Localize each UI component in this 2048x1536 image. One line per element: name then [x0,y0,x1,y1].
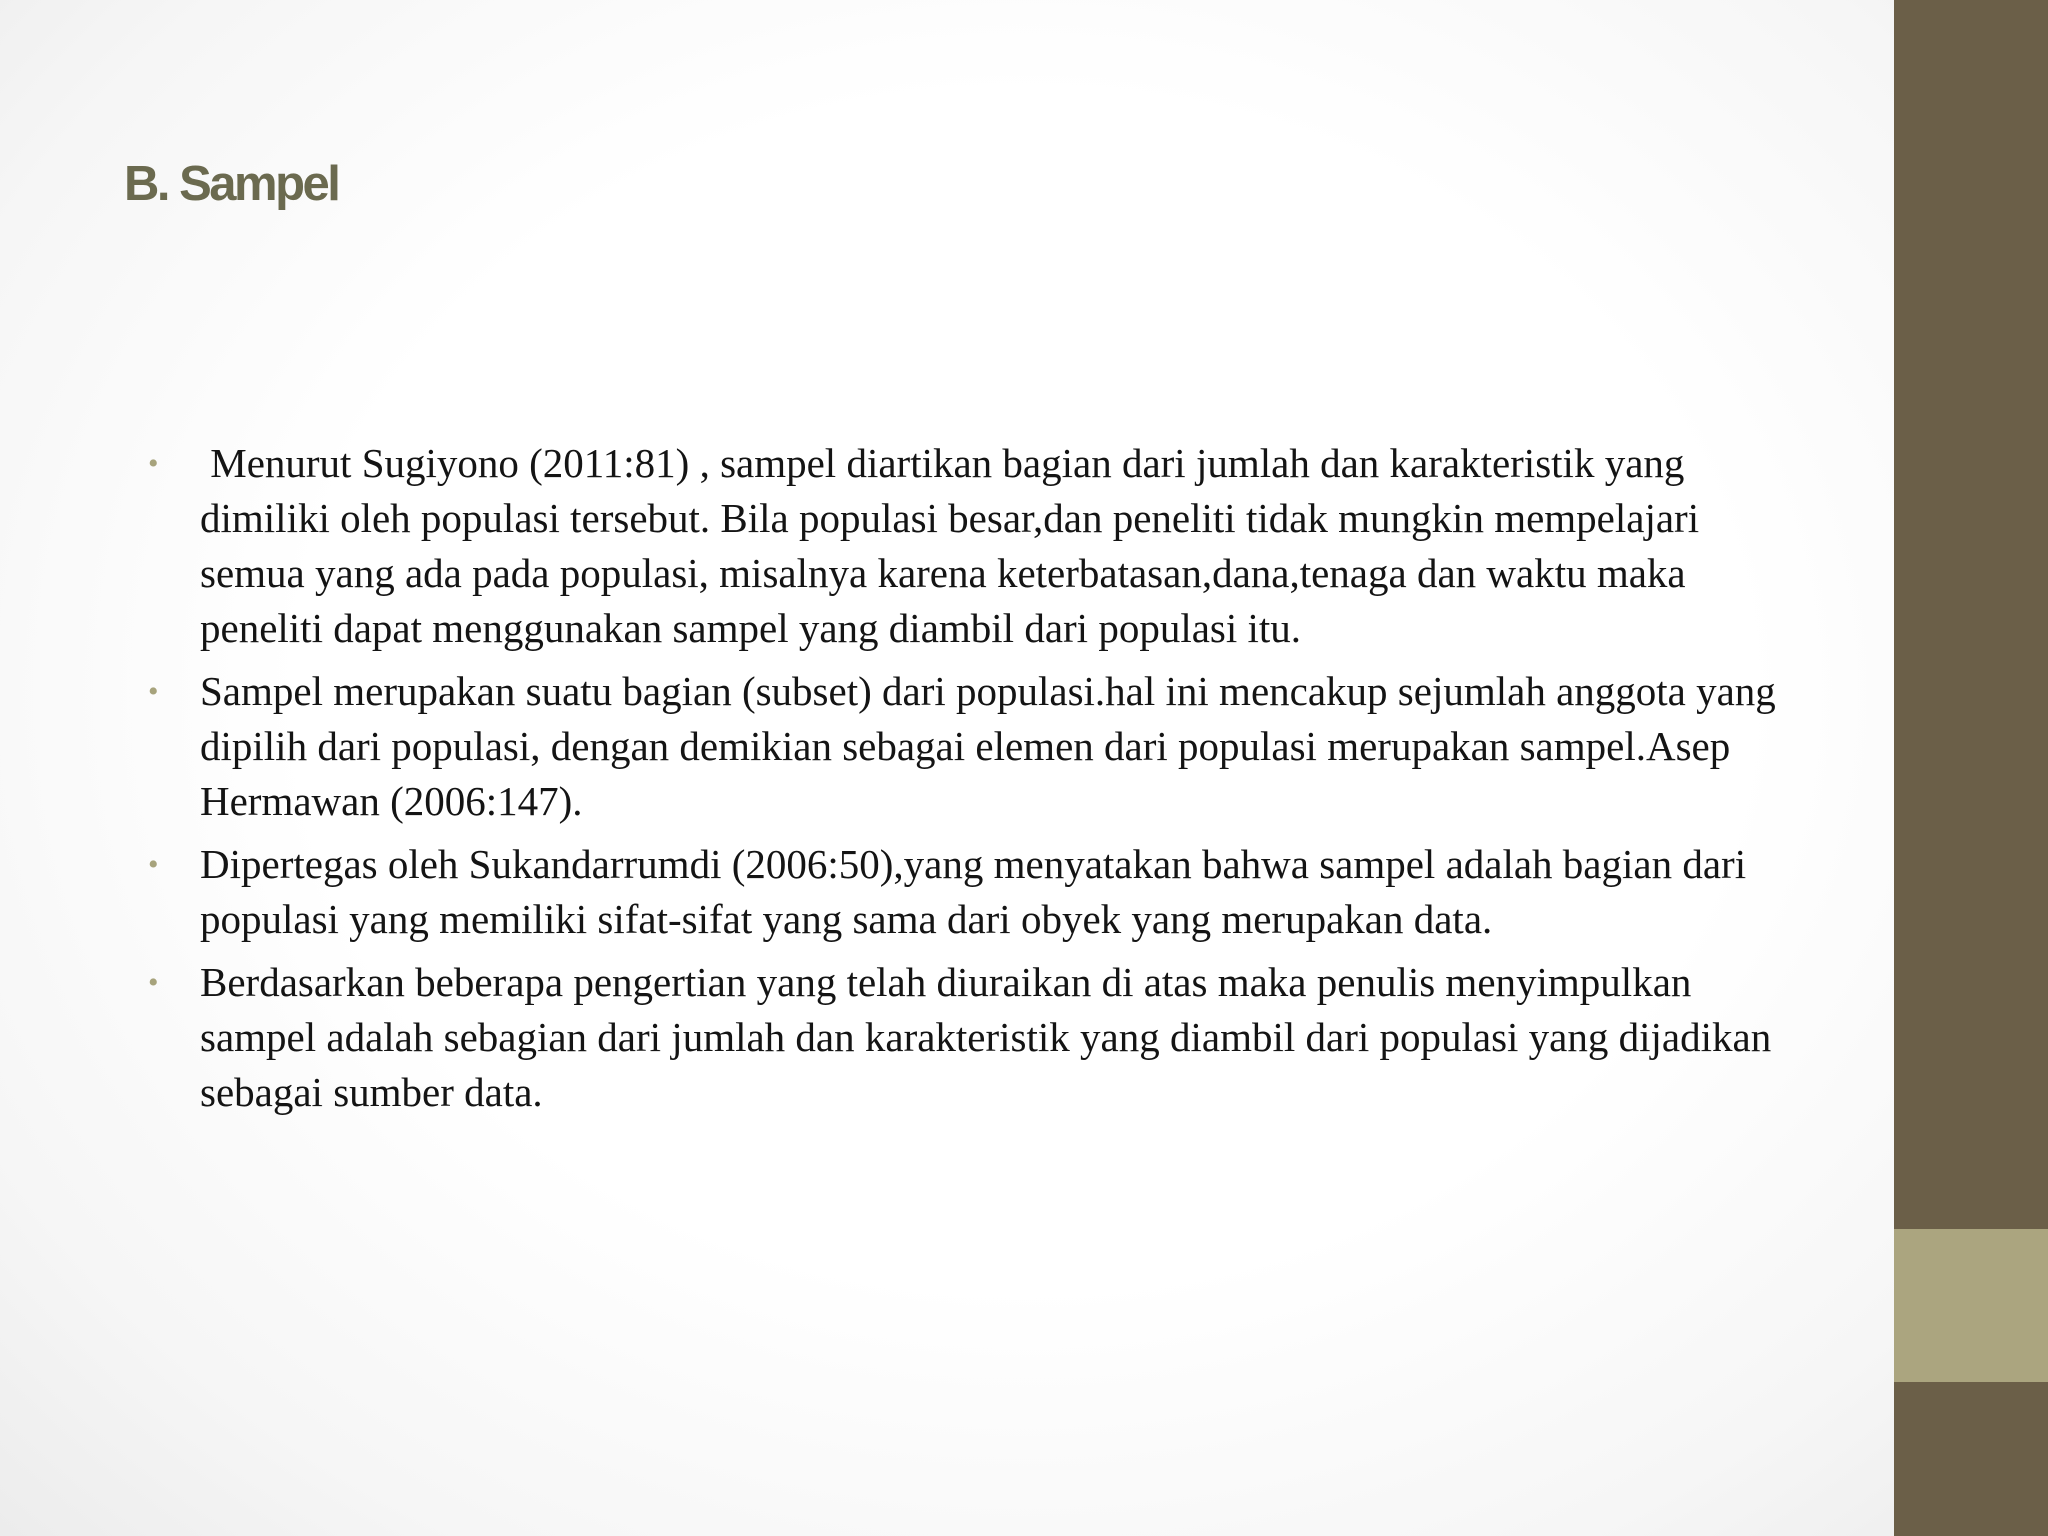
bullet-item [148,955,1798,1120]
decorative-side-accent [1894,1229,2048,1382]
bullet-item [148,837,1798,947]
bullet-text: Sampel merupakan suatu bagian (subset) dari populasi.hal ini mencakup sejumlah anggota yang dipilih dari populasi, dengan demikian sebagai elemen dari populasi merupakan sampel.Asep Hermawan (2006:147). [200,668,1776,824]
bullet-text: Menurut Sugiyono (2011:81) , sampel diartikan bagian dari jumlah dan karakteristik yang dimiliki oleh populasi tersebut. Bila populasi besar,dan peneliti tidak mungkin mempelajari semua yang ada pada populasi, misalnya karena keterbatasan,dana,tenaga dan waktu maka peneliti dapat menggunakan sampel yang diambil dari populasi itu. [200,440,1710,651]
bullet-list [148,436,1798,1128]
bullet-item [148,436,1798,656]
bullet-icon: • [148,447,159,480]
bullet-icon: • [148,675,159,708]
slide-title: B. Sampel [124,157,339,211]
bullet-icon: • [148,966,159,999]
bullet-item [148,664,1798,829]
bullet-text: Berdasarkan beberapa pengertian yang telah diuraikan di atas maka penulis menyimpulkan sampel adalah sebagian dari jumlah dan karakteristik yang diambil dari populasi yang dijadikan sebagai sumber data. [200,959,1772,1115]
bullet-icon: • [148,848,159,881]
bullet-text: Dipertegas oleh Sukandarrumdi (2006:50),yang menyatakan bahwa sampel adalah bagian dari populasi yang memiliki sifat-sifat yang sama dari obyek yang merupakan data. [200,841,1747,942]
